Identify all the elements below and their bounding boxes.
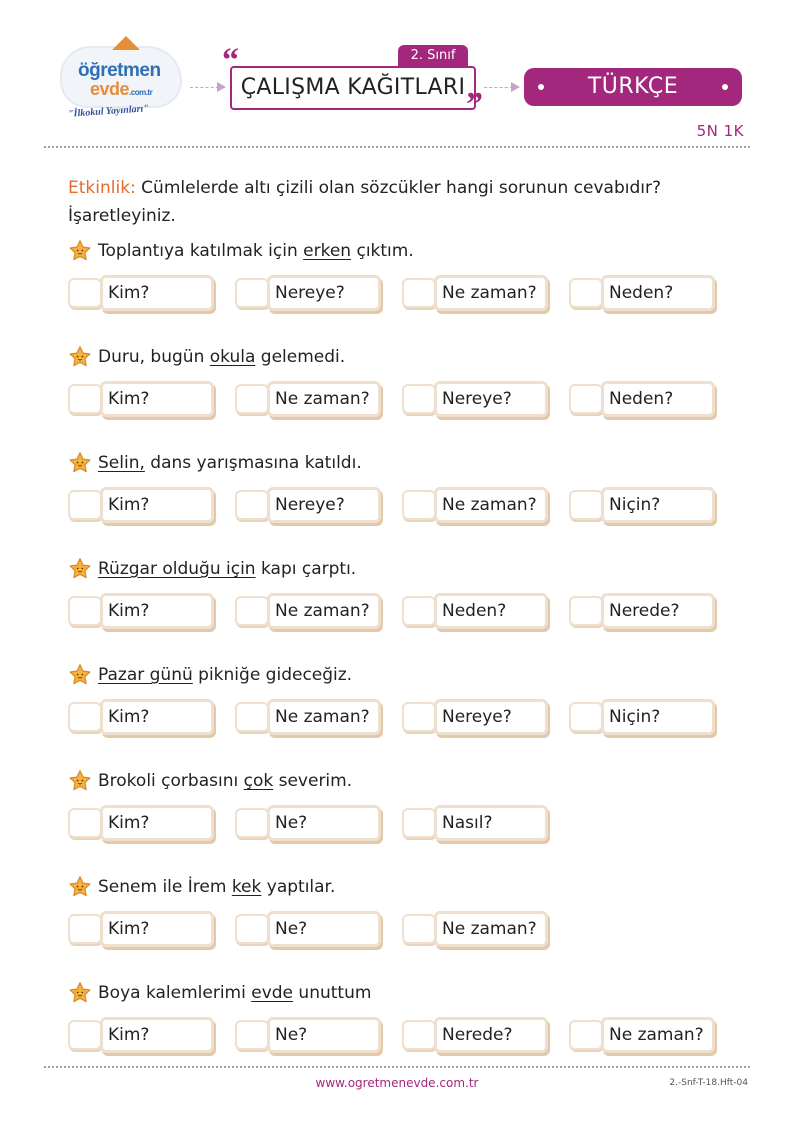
answer-option[interactable] [569, 593, 715, 629]
question-sentence [98, 347, 345, 367]
question-item [68, 983, 748, 1083]
sentence-part: Brokoli çorbasını [98, 771, 244, 791]
answer-option-label: Nerede? [434, 1017, 548, 1053]
sentence-part: Duru, bugün [98, 347, 210, 367]
sentence-part: çıktım. [351, 241, 414, 261]
star-icon [68, 875, 92, 899]
logo-text-ogretmen: öğretmen [78, 60, 161, 81]
answer-option-label: Kim? [100, 487, 214, 523]
quote-open-icon: “ [222, 42, 239, 79]
sentence-part: Boya kalemlerimi [98, 983, 252, 1003]
grade-badge: 2. Sınıf [398, 45, 468, 67]
answer-option[interactable] [68, 699, 214, 735]
answer-option-label: Niçin? [601, 487, 715, 523]
answer-option[interactable] [569, 699, 715, 735]
answer-option-label: Ne zaman? [267, 593, 381, 629]
answer-option[interactable] [402, 1017, 548, 1053]
instruction-label: Etkinlik: [68, 178, 136, 198]
answer-option[interactable] [402, 699, 548, 735]
worksheet-topic-code: 5N 1K [696, 122, 744, 140]
answer-checkbox[interactable] [68, 490, 102, 520]
subject-badge [524, 68, 742, 106]
instruction-text: Cümlelerde altı çizili olan sözcükler hangi sorunun cevabıdır? İşaretleyiniz. [68, 178, 661, 226]
question-item [68, 559, 748, 659]
underlined-word: okula [209, 347, 256, 367]
answer-option-label: Kim? [100, 1017, 214, 1053]
logo-text-evde [90, 79, 152, 100]
footer-code: 2.-Snf-T-18.Hft-04 [669, 1078, 748, 1088]
answer-option-label: Neden? [601, 275, 715, 311]
arrow-right-icon [484, 87, 518, 88]
dot-icon [538, 84, 544, 90]
question-sentence [98, 983, 371, 1003]
answer-checkbox[interactable] [569, 1020, 603, 1050]
answer-option[interactable] [402, 381, 548, 417]
question-item [68, 665, 748, 765]
question-sentence [98, 559, 356, 579]
star-icon [68, 239, 92, 263]
answer-checkbox[interactable] [235, 490, 269, 520]
sentence-part: Toplantıya katılmak için [98, 241, 304, 261]
star-icon [68, 981, 92, 1005]
answer-options [68, 487, 748, 527]
answer-checkbox[interactable] [569, 596, 603, 626]
divider-bottom [44, 1066, 750, 1068]
answer-option-label: Kim? [100, 593, 214, 629]
answer-checkbox[interactable] [68, 808, 102, 838]
question-item [68, 241, 748, 341]
answer-option-label: Nereye? [434, 699, 548, 735]
answer-option-label: Neden? [434, 593, 548, 629]
answer-option-label: Ne zaman? [434, 487, 548, 523]
answer-checkbox[interactable] [235, 914, 269, 944]
question-item [68, 771, 748, 871]
publisher-logo [60, 46, 185, 126]
answer-option[interactable] [235, 593, 381, 629]
answer-option-label: Kim? [100, 699, 214, 735]
answer-checkbox[interactable] [402, 808, 436, 838]
answer-option-label: Ne zaman? [267, 381, 381, 417]
question-sentence [98, 665, 352, 685]
answer-options [68, 805, 748, 845]
answer-option-label: Kim? [100, 381, 214, 417]
answer-option[interactable] [235, 805, 381, 841]
answer-options [68, 275, 748, 315]
answer-checkbox[interactable] [235, 596, 269, 626]
instruction [68, 174, 728, 230]
divider-top [44, 146, 750, 148]
answer-checkbox[interactable] [402, 914, 436, 944]
answer-option[interactable] [235, 275, 381, 311]
answer-option-label: Nerede? [601, 593, 715, 629]
sentence-part: pikniğe gideceğiz. [192, 665, 353, 685]
answer-option-label: Nasıl? [434, 805, 548, 841]
sentence-part: severim. [273, 771, 353, 791]
logo-tagline: "İlkokul Yayınları" [67, 103, 150, 120]
answer-checkbox[interactable] [569, 702, 603, 732]
answer-option[interactable] [68, 1017, 214, 1053]
logo-evde-word: evde [90, 79, 130, 99]
answer-option[interactable] [68, 381, 214, 417]
underlined-word: Rüzgar olduğu için [98, 559, 256, 579]
answer-options [68, 381, 748, 421]
page-title: ÇALIŞMA KAĞITLARI [240, 75, 466, 100]
answer-option-label: Ne zaman? [434, 911, 548, 947]
sentence-part: yaptılar. [261, 877, 336, 897]
answer-option-label: Kim? [100, 275, 214, 311]
sentence-part: gelemedi. [255, 347, 346, 367]
answer-checkbox[interactable] [402, 596, 436, 626]
question-sentence [98, 771, 352, 791]
question-item [68, 877, 748, 977]
answer-option-label: Neden? [601, 381, 715, 417]
answer-option-label: Ne? [267, 911, 381, 947]
sentence-part: Senem ile İrem [98, 877, 232, 897]
house-icon [112, 36, 140, 50]
answer-options [68, 593, 748, 633]
star-icon [68, 345, 92, 369]
underlined-word: erken [303, 241, 352, 261]
answer-option[interactable] [68, 805, 214, 841]
answer-option[interactable] [569, 381, 715, 417]
sentence-part: unuttum [293, 983, 372, 1003]
answer-option-label: Ne zaman? [601, 1017, 715, 1053]
answer-option-label: Nereye? [267, 487, 381, 523]
answer-option[interactable] [235, 381, 381, 417]
answer-option[interactable] [402, 593, 548, 629]
star-icon [68, 557, 92, 581]
answer-option-label: Ne? [267, 805, 381, 841]
answer-checkbox[interactable] [402, 702, 436, 732]
quote-close-icon: ” [466, 86, 483, 123]
underlined-word: Selin, [98, 453, 145, 473]
answer-checkbox[interactable] [68, 596, 102, 626]
question-sentence [98, 241, 414, 261]
arrow-right-icon [190, 87, 224, 88]
answer-option[interactable] [569, 1017, 715, 1053]
question-item [68, 453, 748, 553]
underlined-word: evde [251, 983, 294, 1003]
answer-option-label: Nereye? [434, 381, 548, 417]
answer-option[interactable] [235, 487, 381, 523]
underlined-word: Pazar günü [98, 665, 193, 685]
answer-option[interactable] [402, 487, 548, 523]
answer-option-label: Nereye? [267, 275, 381, 311]
answer-option[interactable] [68, 911, 214, 947]
sentence-part: kapı çarptı. [255, 559, 357, 579]
answer-option[interactable] [68, 275, 214, 311]
star-icon [68, 663, 92, 687]
answer-checkbox[interactable] [235, 1020, 269, 1050]
star-icon [68, 769, 92, 793]
answer-option[interactable] [235, 699, 381, 735]
sentence-part: dans yarışmasına katıldı. [144, 453, 362, 473]
answer-option-label: Niçin? [601, 699, 715, 735]
question-sentence [98, 877, 335, 897]
answer-checkbox[interactable] [569, 384, 603, 414]
footer-url[interactable]: www.ogretmenevde.com.tr [315, 1076, 479, 1090]
answer-checkbox[interactable] [569, 278, 603, 308]
answer-checkbox[interactable] [68, 278, 102, 308]
question-item [68, 347, 748, 447]
answer-options [68, 911, 748, 951]
answer-checkbox[interactable] [235, 808, 269, 838]
answer-checkbox[interactable] [68, 702, 102, 732]
answer-checkbox[interactable] [402, 278, 436, 308]
answer-options [68, 699, 748, 739]
answer-option[interactable] [402, 911, 548, 947]
subject-label: TÜRKÇE [587, 74, 679, 99]
answer-option-label: Ne? [267, 1017, 381, 1053]
answer-option[interactable] [235, 1017, 381, 1053]
underlined-word: kek [231, 877, 262, 897]
answer-checkbox[interactable] [402, 1020, 436, 1050]
title-box [230, 66, 476, 110]
star-icon [68, 451, 92, 475]
answer-option[interactable] [68, 487, 214, 523]
answer-checkbox[interactable] [68, 1020, 102, 1050]
answer-option[interactable] [402, 805, 548, 841]
answer-options [68, 1017, 748, 1057]
answer-checkbox[interactable] [235, 702, 269, 732]
logo-domain: .com.tr [129, 88, 153, 97]
answer-checkbox[interactable] [402, 490, 436, 520]
answer-checkbox[interactable] [235, 384, 269, 414]
answer-checkbox[interactable] [402, 384, 436, 414]
answer-option[interactable] [569, 275, 715, 311]
answer-option-label: Kim? [100, 911, 214, 947]
answer-checkbox[interactable] [68, 914, 102, 944]
answer-option[interactable] [402, 275, 548, 311]
answer-checkbox[interactable] [569, 490, 603, 520]
answer-option[interactable] [569, 487, 715, 523]
answer-option-label: Ne zaman? [434, 275, 548, 311]
answer-checkbox[interactable] [68, 384, 102, 414]
answer-checkbox[interactable] [235, 278, 269, 308]
question-sentence [98, 453, 362, 473]
underlined-word: çok [243, 771, 274, 791]
answer-option-label: Ne zaman? [267, 699, 381, 735]
answer-option[interactable] [235, 911, 381, 947]
answer-option[interactable] [68, 593, 214, 629]
dot-icon [722, 84, 728, 90]
answer-option-label: Kim? [100, 805, 214, 841]
